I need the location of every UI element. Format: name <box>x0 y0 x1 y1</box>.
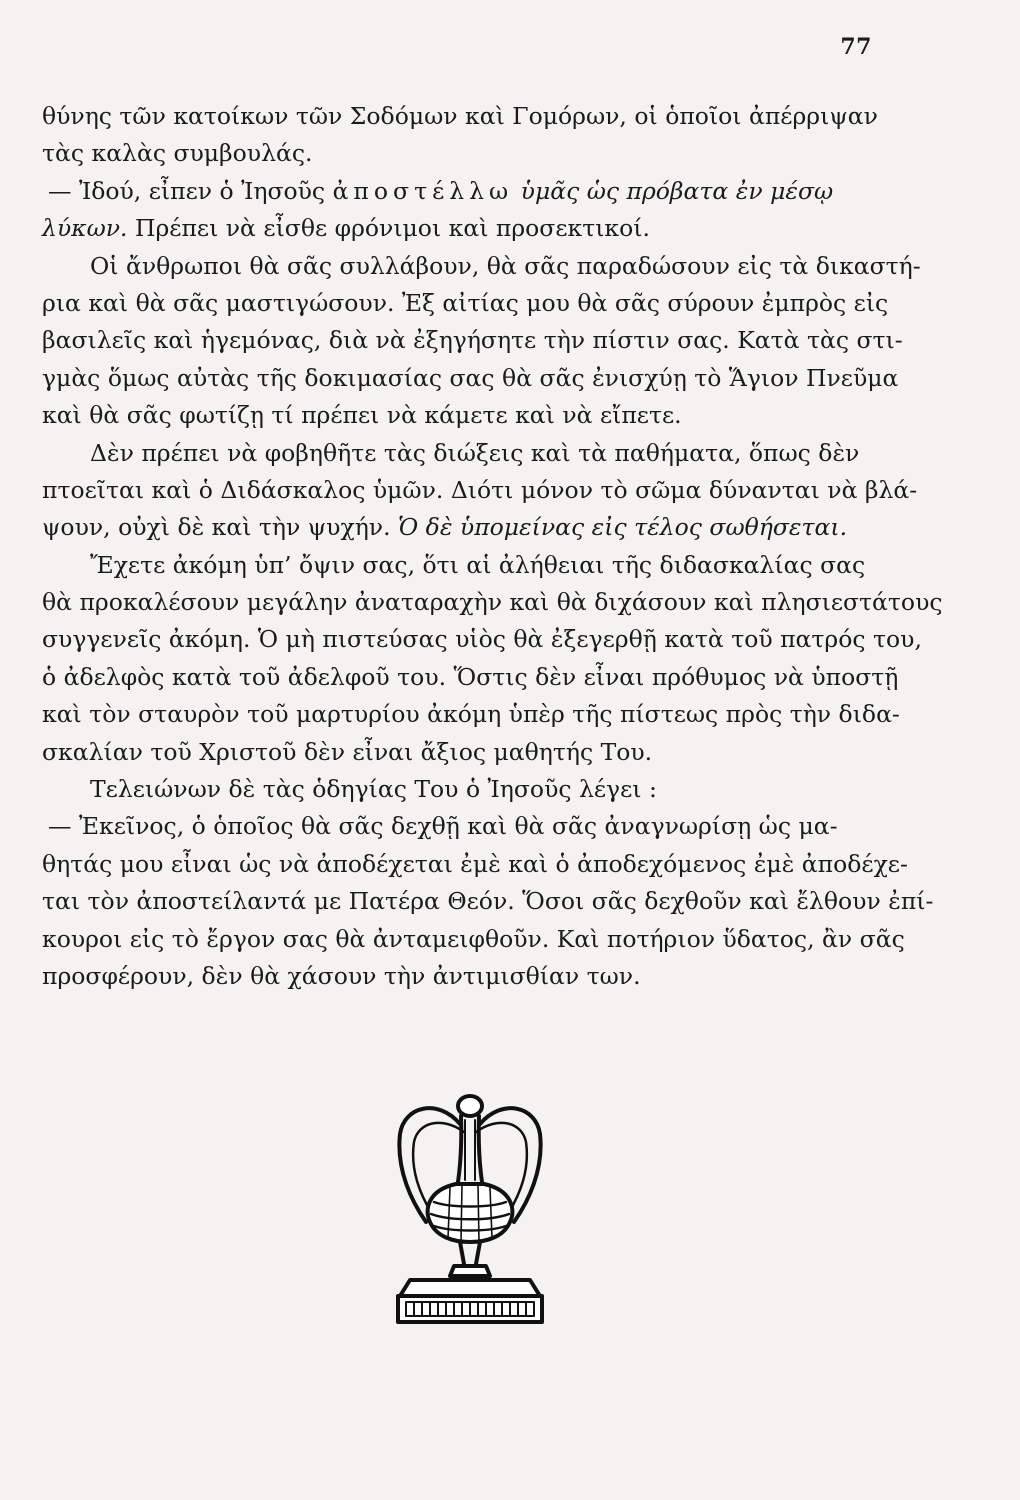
body-text: γμὰς ὅμως αὐτὰς τῆς δοκιμασίας σας θὰ σᾶς ἐνισχύῃ τὸ Ἅγιον Πνεῦμα <box>42 363 899 392</box>
text-line <box>42 360 922 397</box>
italic-text: ὑμᾶς ὡς πρόβατα ἐν μέσῳ <box>513 176 834 205</box>
italic-text: λύκων. <box>42 214 128 243</box>
page-number: 77 <box>840 34 872 60</box>
body-text: σκαλίαν τοῦ Χριστοῦ δὲν εἶναι ἄξιος μαθητής Του. <box>42 737 653 766</box>
text-body <box>42 98 943 995</box>
text-line <box>42 771 922 808</box>
text-line <box>42 509 922 546</box>
body-text: Πρέπει νὰ εἶσθε φρόνιμοι καὶ προσεκτικοί. <box>127 214 650 243</box>
text-line <box>42 958 922 995</box>
text-line <box>42 135 922 172</box>
text-line <box>42 173 922 210</box>
text-line <box>42 472 922 509</box>
body-text: — Ἐκεῖνος, ὁ ὁποῖος θὰ σᾶς δεχθῇ καὶ θὰ σᾶς ἀναγνωρίσῃ ὡς μα- <box>48 812 838 841</box>
body-text: ψουν, οὐχὶ δὲ καὶ τὴν ψυχήν. <box>42 513 399 542</box>
text-line <box>42 248 922 285</box>
text-line <box>42 547 922 584</box>
italic-text: Ὁ δὲ ὑπομείνας εἰς τέλος σωθήσεται. <box>398 513 848 542</box>
body-text: πτοεῖται καὶ ὁ Διδάσκαλος ὑμῶν. Διότι μόνον τὸ σῶμα δύνανται νὰ βλά- <box>42 475 918 504</box>
body-text: — Ἰδού, εἶπεν ὁ Ἰησοῦς <box>48 176 333 205</box>
text-line <box>42 98 922 135</box>
text-line <box>42 696 922 733</box>
body-text: βασιλεῖς καὶ ἡγεμόνας, διὰ νὰ ἐξηγήσητε τὴν πίστιν σας. Κατὰ τὰς στι- <box>42 326 903 355</box>
spaced-text: ἀποστέλλω <box>332 176 514 205</box>
text-line <box>42 435 922 472</box>
text-line <box>42 621 922 658</box>
text-line <box>42 659 922 696</box>
body-text: θὰ προκαλέσουν μεγάλην ἀναταραχὴν καὶ θὰ διχάσουν καὶ πλησιεστάτους <box>42 588 943 617</box>
amphora-vignette <box>390 1090 550 1328</box>
body-text: ρια καὶ θὰ σᾶς μαστιγώσουν. Ἐξ αἰτίας μου θὰ σᾶς σύρουν ἐμπρὸς εἰς <box>42 288 889 317</box>
text-line <box>42 584 943 621</box>
body-text: Οἱ ἄνθρωποι θὰ σᾶς συλλάβουν, θὰ σᾶς παραδώσουν εἰς τὰ δικαστή- <box>90 251 921 280</box>
text-line <box>42 285 922 322</box>
text-line <box>42 397 922 434</box>
body-text: κουροι εἰς τὸ ἔργον σας θὰ ἀνταμειφθοῦν. Καὶ ποτήριον ὕδατος, ἂν σᾶς <box>42 924 905 953</box>
body-text: τὰς καλὰς συμβουλάς. <box>42 139 313 168</box>
body-text: Δὲν πρέπει νὰ φοβηθῆτε τὰς διώξεις καὶ τὰ παθήματα, ὅπως δὲν <box>90 438 860 467</box>
body-text: Τελειώνων δὲ τὰς ὁδηγίας Του ὁ Ἰησοῦς λέγει : <box>90 775 657 804</box>
body-text: Ἔχετε ἀκόμη ὑπ’ ὄψιν σας, ὅτι αἱ ἀλήθειαι τῆς διδασκαλίας σας <box>90 550 866 579</box>
body-text: καὶ θὰ σᾶς φωτίζῃ τί πρέπει νὰ κάμετε καὶ νὰ εἴπετε. <box>42 401 682 430</box>
body-text: ται τὸν ἀποστείλαντά με Πατέρα Θεόν. Ὅσοι σᾶς δεχθοῦν καὶ ἔλθουν ἐπί- <box>42 887 934 916</box>
text-line <box>42 846 922 883</box>
body-text: θύνης τῶν κατοίκων τῶν Σοδόμων καὶ Γομόρων, οἱ ὁποῖοι ἀπέρριψαν <box>42 102 878 130</box>
text-line <box>42 734 922 771</box>
body-text: θητάς μου εἶναι ὡς νὰ ἀποδέχεται ἐμὲ καὶ ὁ ἀποδεχόμενος ἐμὲ ἀποδέχε- <box>42 849 908 878</box>
body-text: καὶ τὸν σταυρὸν τοῦ μαρτυρίου ἀκόμη ὑπὲρ τῆς πίστεως πρὸς τὴν διδα- <box>42 700 900 729</box>
body-text: προσφέρουν, δὲν θὰ χάσουν τὴν ἀντιμισθίαν των. <box>42 961 641 990</box>
body-text: συγγενεῖς ἀκόμη. Ὁ μὴ πιστεύσας υἱὸς θὰ ἐξεγερθῇ κατὰ τοῦ πατρός του, <box>42 625 922 654</box>
body-text: ὁ ἀδελφὸς κατὰ τοῦ ἀδελφοῦ του. Ὅστις δὲν εἶναι πρόθυμος νὰ ὑποστῇ <box>42 662 899 691</box>
text-line <box>42 883 934 920</box>
text-line <box>42 921 922 958</box>
text-line <box>42 210 922 247</box>
text-line <box>42 808 922 845</box>
text-line <box>42 322 922 359</box>
